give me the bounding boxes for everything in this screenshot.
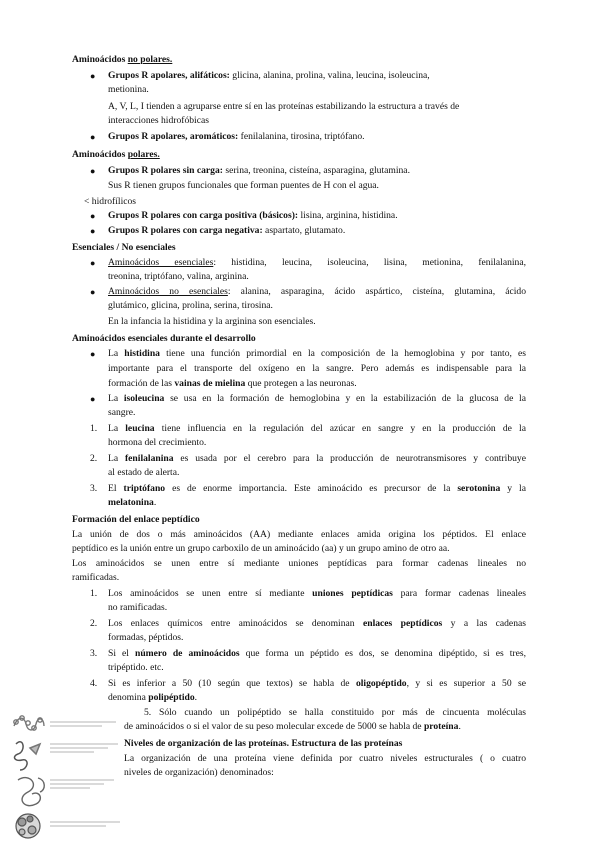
list-item: Grupos R apolares, alifáticos: glicina, alanina, prolina, valina, leucina, isoleucina,: [108, 70, 430, 81]
numbered-item: Si el número de aminoácidos que forma un péptido es dos, se denomina dipéptido, si es tres,: [108, 648, 526, 659]
bullet: ●: [90, 287, 96, 297]
numbered-item: Si es inferior a 50 (10 según que textos) se habla de oligopéptido, y si es superior a 50 se: [108, 678, 527, 689]
paragraph-line: importante para el transporte del oxígeno en la sangre. Pero además es indispensable para la: [108, 363, 526, 374]
bullet: ●: [90, 211, 96, 221]
numbered-item-cont: no ramificadas.: [108, 602, 168, 613]
numbered-item: Sólo cuando un polipéptido se halla constituido por más de cincuenta moléculas: [159, 707, 526, 718]
protein-structure-illustration: [10, 714, 122, 846]
note-text: interacciones hidrofóbicas: [108, 115, 209, 126]
list-item: Aminoácidos no esenciales: alanina, asparagina, ácido aspártico, cisteína, glutamina, ácido: [108, 286, 526, 297]
hidrofilicos-note: < hidrofílicos: [84, 196, 137, 207]
section-title-polares: Aminoácidos polares.: [72, 149, 160, 160]
note-text: En la infancia la histidina y la arginina son esenciales.: [108, 316, 316, 327]
paragraph-line: Los aminoácidos se unen entre sí mediante uniones peptídicas para formar cadenas lineales no: [72, 558, 526, 569]
section-title-niveles: Niveles de organización de las proteínas. Estructura de las proteínas: [124, 738, 403, 749]
paragraph-line: sangre.: [108, 407, 136, 418]
paragraph-line: formación de las vainas de mielina que protegen a las neuronas.: [108, 378, 357, 389]
protein-structure-figure: [10, 714, 122, 846]
bullet: ●: [90, 71, 96, 81]
bullet: ●: [90, 258, 96, 268]
paragraph-fenilalanina: La fenilalanina es usada por el cerebro para la producción de neurotransmisores y contribuye: [108, 453, 526, 464]
bullet: ●: [90, 394, 96, 404]
numbered-item-cont: denomina polipéptido.: [108, 692, 198, 703]
section-title-enlace: Formación del enlace peptídico: [72, 514, 200, 525]
section-title-esenciales: Esenciales / No esenciales: [72, 242, 176, 253]
paragraph-line: melatonina.: [108, 497, 157, 508]
list-item: Grupos R apolares, aromáticos: fenilalanina, tirosina, triptófano.: [108, 131, 365, 142]
bullet: ●: [90, 226, 96, 236]
list-number: 3.: [90, 648, 98, 659]
list-item-cont: metionina.: [108, 84, 149, 95]
paragraph-triptofano: El triptófano es de enorme importancia. Este aminoácido es precursor de la serotonina y la: [108, 483, 526, 494]
numbered-item-cont: formadas, péptidos.: [108, 632, 184, 643]
list-number: 4.: [90, 678, 98, 689]
numbered-item-cont: de aminoácidos o si el valor de su peso molecular excede de 5000 se habla de proteína.: [124, 721, 461, 732]
list-number: 1.: [90, 588, 98, 599]
numbered-item: Los aminoácidos se unen entre sí mediante uniones peptídicas para formar cadenas lineales: [108, 588, 526, 599]
paragraph-line: peptídico es la unión entre un grupo carboxilo de un aminoácido (aa) y un grupo amino de otro aa.: [72, 543, 450, 554]
bullet: ●: [90, 166, 96, 176]
list-item: Grupos R polares con carga positiva (básicos): lisina, arginina, histidina.: [108, 210, 398, 221]
paragraph-line: al estado de alerta.: [108, 467, 180, 478]
list-item: Aminoácidos esenciales: histidina, leucina, isoleucina, lisina, metionina, fenilalanina,: [108, 257, 526, 268]
list-number: 1.: [90, 423, 98, 434]
bullet: ●: [90, 349, 96, 359]
list-number: 5.: [144, 707, 152, 718]
numbered-item-cont: tripéptido. etc.: [108, 662, 164, 673]
paragraph-isoleucina: La isoleucina se usa en la formación de hemoglobina y en la estabilización de la glucosa de la: [108, 393, 526, 404]
list-item: Grupos R polares sin carga: serina, treonina, cisteína, asparagina, glutamina.: [108, 165, 410, 176]
paragraph-line: hormona del crecimiento.: [108, 437, 207, 448]
list-number: 3.: [90, 483, 98, 494]
note-text: A, V, L, I tienden a agruparse entre sí en las proteínas estabilizando la estructura a través de: [108, 101, 460, 112]
paragraph-leucina: La leucina tiene influencia en la regulación del azúcar en sangre y en la producción de la: [108, 423, 526, 434]
paragraph-line: La organización de una proteína viene definida por cuatro niveles estructurales ( o cuatro: [124, 753, 526, 764]
list-item-cont: treonina, triptófano, valina, arginina.: [108, 271, 249, 282]
paragraph-line: La unión de dos o más aminoácidos (AA) mediante enlaces amida origina los péptidos. El enlace: [72, 529, 526, 540]
note-text: Sus R tienen grupos funcionales que forman puentes de H con el agua.: [108, 180, 379, 191]
list-number: 2.: [90, 618, 98, 629]
paragraph-line: ramificadas.: [72, 572, 120, 583]
section-title-no-polares: Aminoácidos no polares.: [72, 54, 173, 65]
section-title-desarrollo: Aminoácidos esenciales durante el desarrollo: [72, 333, 256, 344]
paragraph-line: niveles de organización) denominados:: [124, 767, 274, 778]
list-number: 2.: [90, 453, 98, 464]
list-item: Grupos R polares con carga negativa: aspartato, glutamato.: [108, 225, 346, 236]
paragraph-histidina: La histidina tiene una función primordial en la composición de la hemoglobina y por tanto, es: [108, 348, 526, 359]
bullet: ●: [90, 132, 96, 142]
numbered-item: Los enlaces químicos entre aminoácidos se denominan enlaces peptídicos y a las cadenas: [108, 618, 526, 629]
list-item-cont: glutámico, glicina, prolina, serina, tirosina.: [108, 300, 273, 311]
